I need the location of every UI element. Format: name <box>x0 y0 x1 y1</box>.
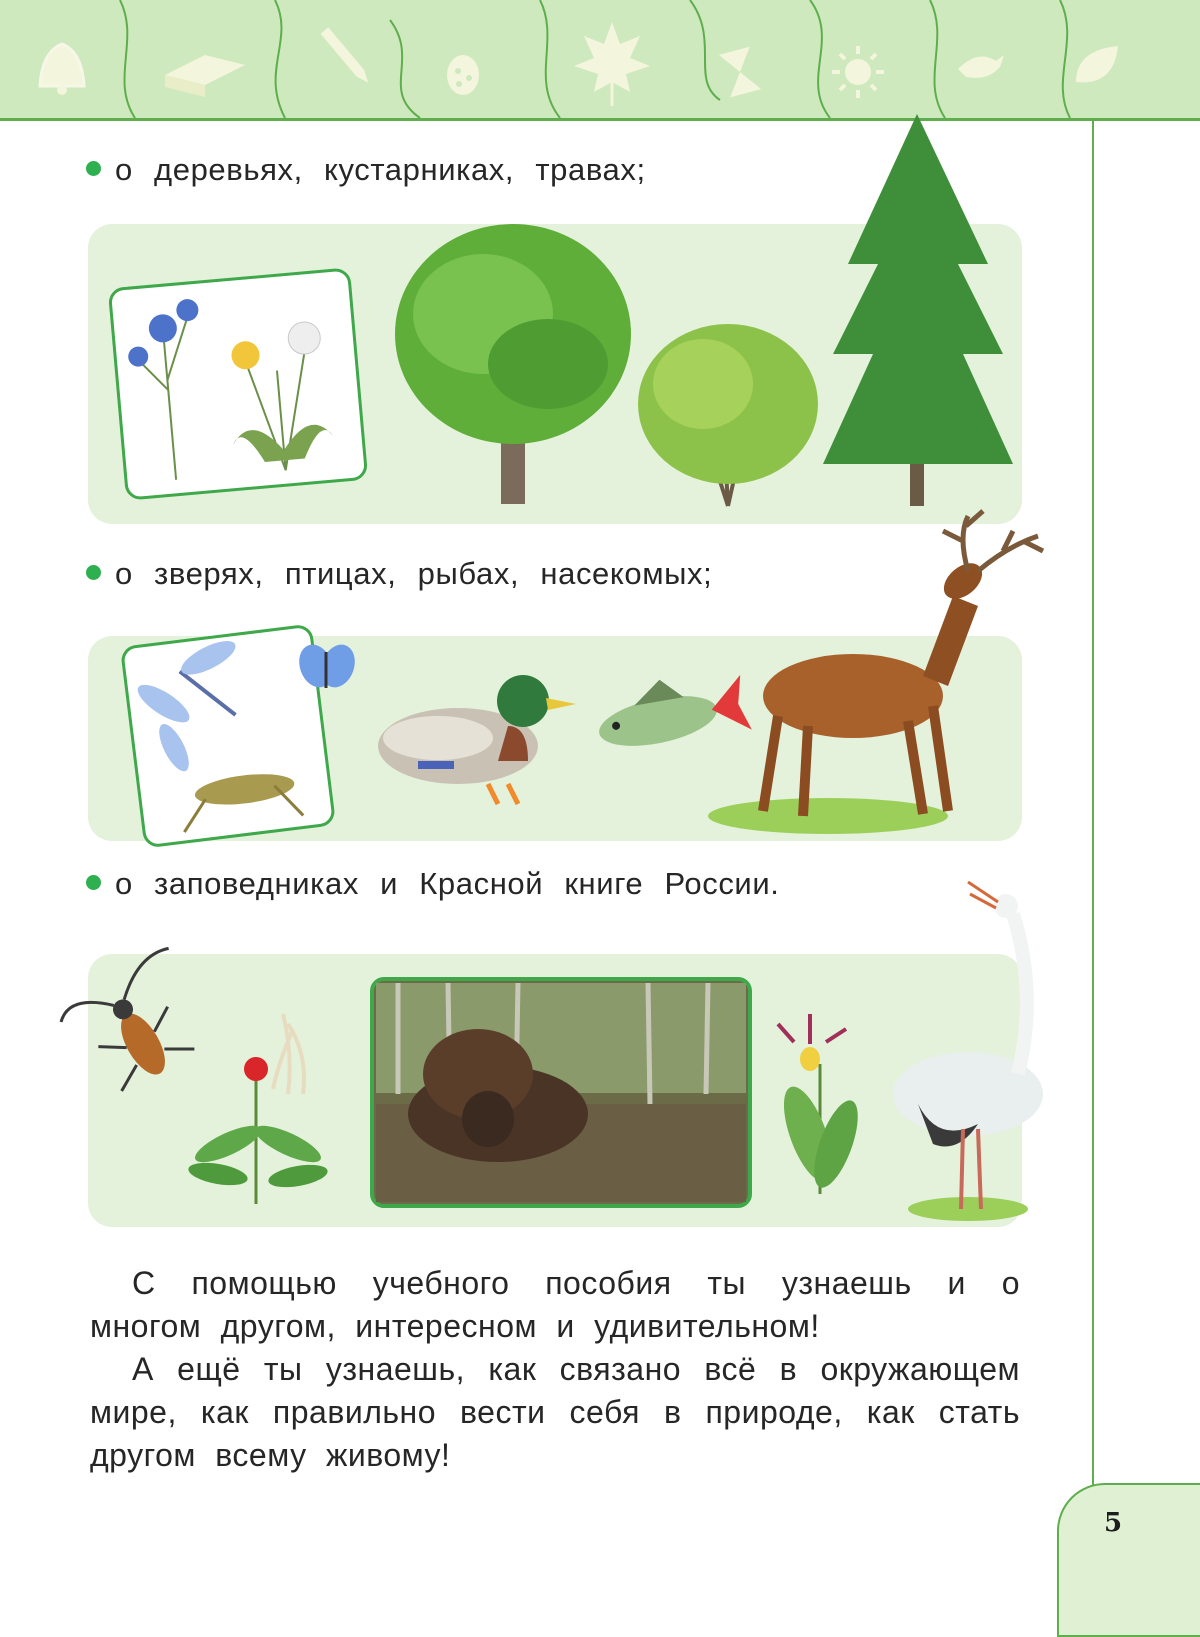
maple-leaf-icon <box>574 22 650 106</box>
margin-rule <box>1092 118 1094 1488</box>
bullet-dot <box>86 565 101 580</box>
header-decoration <box>0 0 1200 118</box>
deciduous-tree <box>395 224 631 504</box>
perch-fish <box>591 663 752 761</box>
leaf-icon <box>1076 46 1118 82</box>
plants-band <box>88 224 1022 524</box>
reserves-band <box>88 954 1022 1227</box>
crane <box>893 882 1043 1221</box>
pencil-icon <box>321 27 372 86</box>
bullet-animals <box>86 556 712 592</box>
book-icon <box>165 55 245 97</box>
bullet-text: о деревьях, кустарниках, травах; <box>115 152 646 187</box>
bullet-plants <box>86 152 646 188</box>
ladys-slipper-orchid <box>774 1014 867 1194</box>
sun-icon <box>832 46 884 98</box>
shrub <box>638 324 818 506</box>
cornflower-dandelion-card <box>109 269 366 499</box>
bird-icon <box>958 55 1004 78</box>
bison-photo <box>372 979 750 1206</box>
longhorn-beetle <box>55 946 221 1103</box>
paragraph-1: С помощью учебного пособия ты узнаешь и о многом другом, интересном и удивительном! <box>90 1265 1020 1344</box>
bell-icon <box>40 44 84 95</box>
hourglass-icon <box>719 47 761 98</box>
header-strip <box>0 0 1200 121</box>
spruce-tree <box>823 114 1013 506</box>
duck <box>378 675 576 804</box>
bullet-dot <box>86 161 101 176</box>
paragraph-2: А ещё ты узнаешь, как связано всё в окружающем мире, как правильно вести себя в природе, как стать другом всему живому! <box>90 1351 1020 1473</box>
bullet-dot <box>86 875 101 890</box>
bullet-reserves <box>86 866 779 902</box>
ladybug-icon <box>447 55 479 95</box>
page-number: 5 <box>1104 1508 1123 1538</box>
page-number-tab <box>1057 1483 1200 1637</box>
bullet-text: о зверях, птицах, рыбах, насекомых; <box>115 556 713 591</box>
deer <box>708 511 1043 834</box>
ginseng-plant <box>187 1014 330 1204</box>
bullet-text: о заповедниках и Красной книге России. <box>115 866 780 901</box>
intro-paragraph <box>90 1262 1020 1477</box>
animals-band <box>88 636 1022 841</box>
